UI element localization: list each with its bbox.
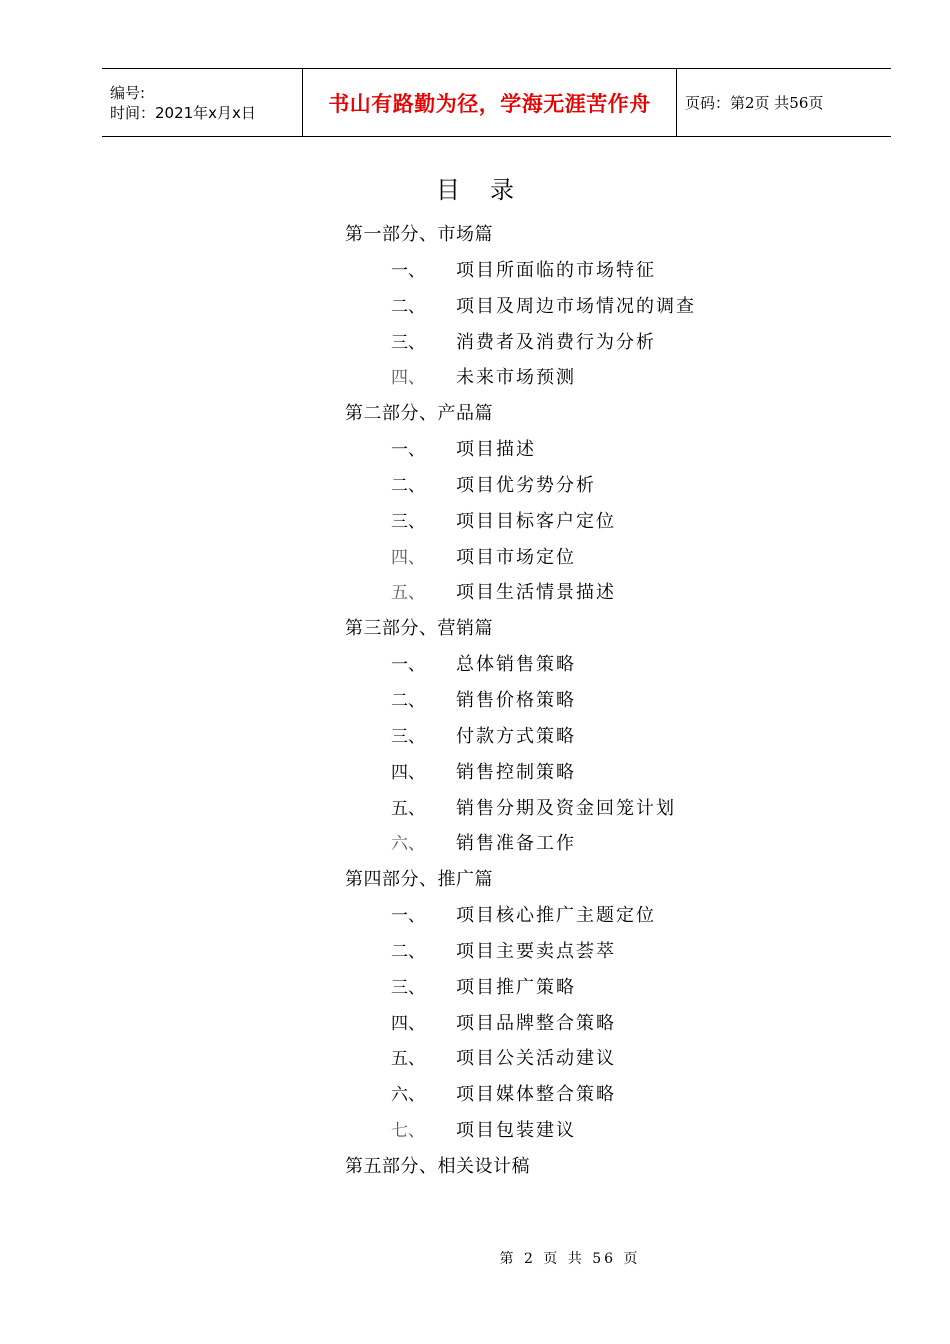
toc-item-number: 一、 [391,260,425,281]
toc-item-number: 二、 [391,296,425,317]
toc-item-text: 销售分期及资金回笼计划 [456,797,676,819]
header-page-info: 页码：第2页 共56页 [685,94,824,112]
toc-item-row [0,1113,950,1149]
toc-item-row [0,432,950,468]
toc-title-part1: 目 [436,176,460,204]
toc-item-number: 五、 [391,583,425,604]
page-header [102,68,891,137]
toc-section-row [0,611,950,647]
toc-item-row [0,575,950,611]
toc-item-text: 项目及周边市场情况的调查 [456,295,696,317]
toc-section-title: 第五部分、相关设计稿 [345,1155,530,1177]
toc-section-title: 第四部分、推广篇 [345,869,493,891]
toc-item-text: 销售价格策略 [456,689,576,711]
toc-item-number: 一、 [391,906,425,927]
toc-item-number: 三、 [391,332,425,353]
toc-section-row [0,396,950,432]
table-of-contents [0,217,950,1185]
toc-item-number: 二、 [391,475,425,496]
toc-item-row [0,934,950,970]
toc-item-text: 项目优劣势分析 [456,474,596,496]
toc-section-row [0,217,950,253]
toc-item-number: 四、 [391,547,425,568]
toc-item-number: 五、 [391,1049,425,1070]
toc-item-text: 项目目标客户定位 [456,510,616,532]
toc-item-text: 项目包装建议 [456,1120,576,1142]
toc-item-number: 三、 [391,511,425,532]
toc-item-number: 四、 [391,762,425,783]
page-footer: 第 2 页 共 56 页 [499,1251,641,1267]
toc-item-text: 总体销售策略 [456,654,576,676]
toc-item-text: 项目公关活动建议 [456,1048,616,1070]
toc-item-row [0,1077,950,1113]
toc-item-text: 项目市场定位 [456,546,576,568]
toc-item-number: 六、 [391,1085,425,1106]
code-label: 编号: [110,83,146,102]
toc-item-row [0,719,950,755]
toc-item-text: 销售准备工作 [456,833,576,855]
toc-item-row [0,791,950,827]
toc-item-row [0,325,950,361]
toc-item-number: 四、 [391,1013,425,1034]
toc-item-number: 三、 [391,977,425,998]
toc-item-text: 消费者及消费行为分析 [456,331,656,353]
toc-item-number: 五、 [391,798,425,819]
toc-item-row [0,540,950,576]
toc-section-title: 第三部分、营销篇 [345,618,493,640]
toc-section-row [0,862,950,898]
toc-item-row [0,970,950,1006]
toc-section-row [0,1149,950,1185]
toc-item-number: 六、 [391,834,425,855]
toc-item-number: 一、 [391,655,425,676]
toc-item-row [0,468,950,504]
toc-item-row [0,898,950,934]
toc-section-title: 第一部分、市场篇 [345,224,493,245]
toc-item-row [0,826,950,862]
toc-item-text: 项目生活情景描述 [456,582,616,604]
toc-item-row [0,504,950,540]
toc-item-row [0,683,950,719]
toc-item-number: 四、 [391,368,425,389]
toc-item-row [0,253,950,289]
toc-item-text: 项目所面临的市场特征 [456,259,656,281]
toc-item-text: 项目描述 [456,439,536,461]
toc-item-row [0,1006,950,1042]
toc-item-text: 项目核心推广主题定位 [456,905,656,927]
toc-item-text: 付款方式策略 [456,725,576,747]
toc-title [0,170,950,205]
toc-item-text: 项目主要卖点荟萃 [456,940,616,962]
time-label: 时间：2021年x月x日 [110,103,256,122]
toc-item-number: 一、 [391,440,425,461]
toc-item-text: 项目推广策略 [456,976,576,998]
toc-item-row [0,755,950,791]
toc-item-number: 二、 [391,941,425,962]
toc-item-text: 未来市场预测 [456,367,576,389]
toc-item-text: 销售控制策略 [456,761,576,783]
toc-item-row [0,360,950,396]
toc-item-number: 七、 [391,1121,425,1142]
header-meta-cell [102,69,303,136]
toc-section-title: 第二部分、产品篇 [345,403,493,425]
toc-item-text: 项目品牌整合策略 [456,1012,616,1034]
toc-item-number: 三、 [391,726,425,747]
toc-item-text: 项目媒体整合策略 [456,1084,616,1106]
header-motto: 书山有路勤为径，学海无涯苦作舟 [303,69,677,136]
toc-item-row [0,647,950,683]
toc-item-row [0,1041,950,1077]
toc-title-part2: 录 [490,176,514,204]
toc-item-row [0,289,950,325]
toc-item-number: 二、 [391,690,425,711]
